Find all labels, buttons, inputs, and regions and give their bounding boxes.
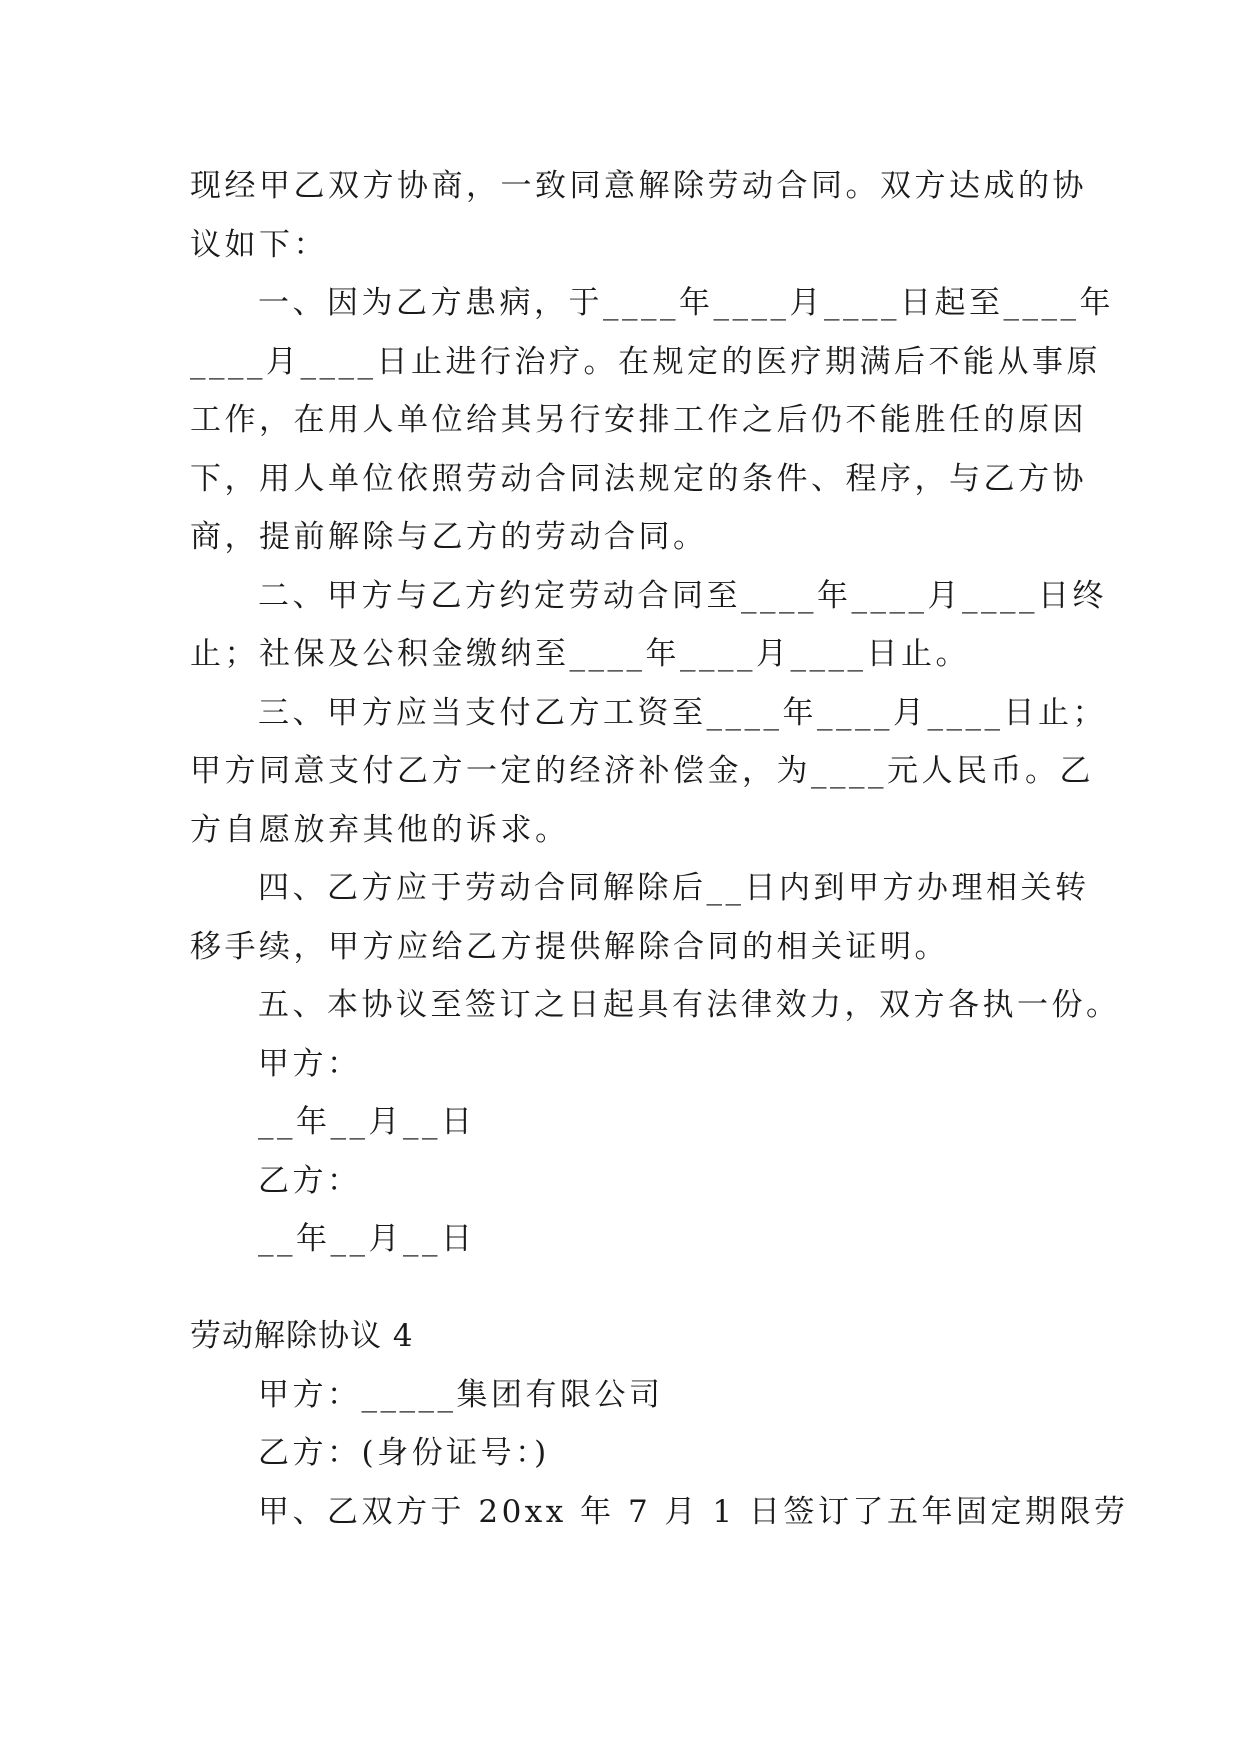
clause-1-line-4: 下，用人单位依照劳动合同法规定的条件、程序，与乙方协 xyxy=(190,461,1087,497)
clause-2-line-2: 止；社保及公积金缴纳至____年____月____日止。 xyxy=(190,636,970,672)
clause-1-line-1: 一、因为乙方患病，于____年____月____日起至____年 xyxy=(258,285,1114,321)
party-b-line: 乙方：(身份证号：) xyxy=(258,1435,550,1471)
party-a-date: __年__月__日 xyxy=(258,1104,476,1140)
clause-4-line-2: 移手续，甲方应给乙方提供解除合同的相关证明。 xyxy=(190,929,949,965)
clause-3-line-2: 甲方同意支付乙方一定的经济补偿金，为____元人民币。乙 xyxy=(190,753,1094,789)
clause-3-line-1: 三、甲方应当支付乙方工资至____年____月____日止； xyxy=(258,695,1107,731)
clause-5-line-1: 五、本协议至签订之日起具有法律效力，双方各执一份。 xyxy=(258,987,1121,1023)
party-b-date: __年__月__日 xyxy=(258,1221,476,1257)
clause-1-line-3: 工作，在用人单位给其另行安排工作之后仍不能胜任的原因 xyxy=(190,402,1087,438)
section-title: 劳动解除协议 4 xyxy=(190,1318,414,1354)
contract-intro-line: 甲、乙双方于 20xx 年 7 月 1 日签订了五年固定期限劳 xyxy=(258,1494,1129,1530)
clause-2-line-1: 二、甲方与乙方约定劳动合同至____年____月____日终 xyxy=(258,578,1107,614)
clause-1-line-2: ____月____日止进行治疗。在规定的医疗期满后不能从事原 xyxy=(190,344,1101,380)
paragraph-intro-line-2: 议如下： xyxy=(190,227,328,263)
clause-4-line-1: 四、乙方应于劳动合同解除后__日内到甲方办理相关转 xyxy=(258,870,1090,906)
party-a-signature-label: 甲方： xyxy=(258,1046,362,1082)
party-b-signature-label: 乙方： xyxy=(258,1163,362,1199)
paragraph-intro-line-1: 现经甲乙双方协商，一致同意解除劳动合同。双方达成的协 xyxy=(190,168,1087,204)
party-a-line: 甲方：_____集团有限公司 xyxy=(258,1377,664,1413)
clause-3-line-3: 方自愿放弃其他的诉求。 xyxy=(190,812,570,848)
clause-1-line-5: 商，提前解除与乙方的劳动合同。 xyxy=(190,519,708,555)
